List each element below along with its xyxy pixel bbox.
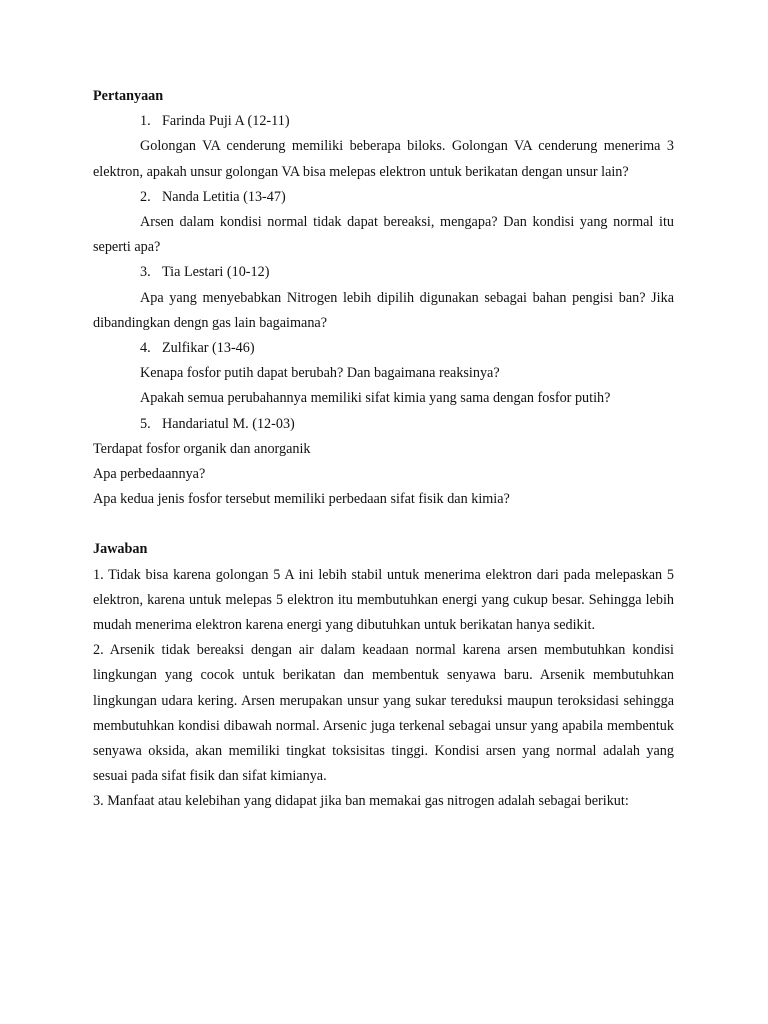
question-4-number: 4. [140,340,151,357]
question-3-name: Tia Lestari (10-12) [162,264,270,281]
question-2-header [93,185,674,210]
question-1-name: Farinda Puji A (12-11) [162,113,290,130]
question-5-header [93,412,674,437]
answer-2: 2. Arsenik tidak bereaksi dengan air dalam keadaan normal karena arsen membutuhkan kondisi lingkungan yang cocok untuk berikatan dan membentuk senyawa baru. Arsenik membutuhkan lingkungan udara kering. Arsen merupakan unsur yang sukar tereduksi maupun teroksidasi sehingga membutuhkan kondisi dibawah normal. Arsenic juga terkenal sebagai unsur yang apabila membentuk senyawa oksida, akan memiliki tingkat toksisitas tinggi. Kondisi arsen yang normal adalah yang sesuai pada sifat fisik dan sifat kimianya. [93,642,674,785]
question-5-name: Handariatul M. (12-03) [162,415,295,432]
question-2-text: Arsen dalam kondisi normal tidak dapat bereaksi, mengapa? Dan kondisi yang normal itu seperti apa? [93,214,674,256]
questions-heading: Pertanyaan [93,88,164,104]
question-5-number: 5. [140,415,151,432]
question-3-number: 3. [140,264,151,281]
question-4-name: Zulfikar (13-46) [162,340,255,357]
question-1-text: Golongan VA cenderung memiliki beberapa biloks. Golongan VA cenderung menerima 3 elektron, apakah unsur golongan VA bisa melepas elektron untuk berikatan dengan unsur lain? [93,138,674,180]
question-5-line-1: Terdapat fosfor organik dan anorganik [93,440,311,457]
answer-3: 3. Manfaat atau kelebihan yang didapat jika ban memakai gas nitrogen adalah sebagai berikut: [93,793,629,810]
document-page [93,84,674,815]
question-4-text-2: Apakah semua perubahannya memiliki sifat kimia yang sama dengan fosfor putih? [140,390,611,407]
question-2-name: Nanda Letitia (13-47) [162,188,286,205]
section-spacer [93,512,674,537]
question-4-header [93,336,674,361]
question-3-header [93,260,674,285]
question-3-text: Apa yang menyebabkan Nitrogen lebih dipilih digunakan sebagai bahan pengisi ban? Jika dibandingkan dengn gas lain bagaimana? [93,289,674,331]
answer-1: 1. Tidak bisa karena golongan 5 A ini lebih stabil untuk menerima elektron dari pada melepaskan 5 elektron, karena untuk melepas 5 elektron itu membutuhkan energi yang cukup besar. Sehingga lebih mudah menerima elektron karena energi yang dibutuhkan untuk berikatan hanya sedikit. [93,566,674,634]
question-4-text-1: Kenapa fosfor putih dapat berubah? Dan bagaimana reaksinya? [140,365,500,382]
question-5-line-2: Apa perbedaannya? [93,466,206,483]
question-1-header [93,109,674,134]
question-5-line-3: Apa kedua jenis fosfor tersebut memiliki perbedaan sifat fisik dan kimia? [93,491,510,508]
question-1-number: 1. [140,113,151,130]
answers-heading: Jawaban [93,541,148,558]
question-2-number: 2. [140,188,151,205]
